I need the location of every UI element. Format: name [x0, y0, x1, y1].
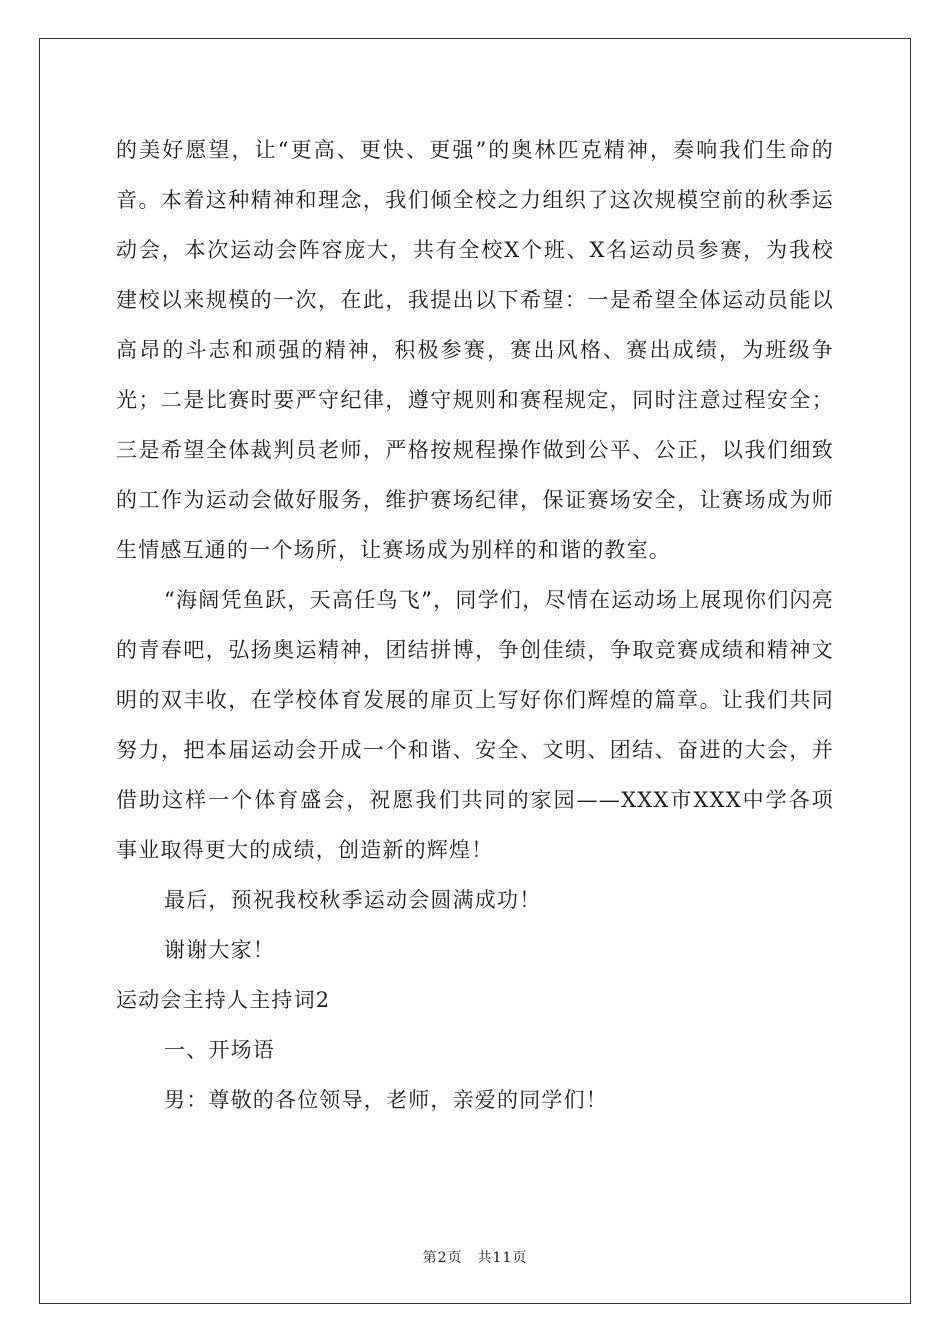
paragraph-thanks: 谢谢大家！ — [164, 938, 275, 962]
document-body — [116, 125, 834, 1125]
subsection-heading: 一、开场语 — [164, 1038, 275, 1062]
page-number-footer: 第2页 共11页 — [422, 1250, 528, 1266]
paragraph-wishes: 最后，预祝我校秋季运动会圆满成功！ — [164, 888, 542, 912]
paragraph-closing-appeal: “海阔凭鱼跃，天高任鸟飞”，同学们，尽情在运动场上展现你们闪亮的青春吧，弘扬奥运精神，团结拼博，争创佳绩，争取竞赛成绩和精神文明的双丰收，在学校体育发展的扉页上写好你们辉煌的篇章。让我们共同努力，把本届运动会开成一个和谐、安全、文明、团结、奋进的大会，并借助这样一个体育盛会，祝愿我们共同的家园——XXX市XXX中学各项事业取得更大的成绩，创造新的辉煌！ — [116, 588, 834, 862]
paragraph-continued: 的美好愿望，让“更高、更快、更强”的奥林匹克精神，奏响我们生命的音。本着这种精神和理念，我们倾全校之力组织了这次规模空前的秋季运动会，本次运动会阵容庞大，共有全校X个班、X名运动员参赛，为我校建校以来规模的一次，在此，我提出以下希望：一是希望全体运动员能以高昂的斗志和顽强的精神，积极参赛，赛出风格、赛出成绩，为班级争光；二是比赛时要严守纪律，遵守规则和赛程规定，同时注意过程安全；三是希望全体裁判员老师，严格按规程操作做到公平、公正，以我们细致的工作为运动会做好服务，维护赛场纪律，保证赛场安全，让赛场成为师生情感互通的一个场所，让赛场成为别样的和谐的教室。 — [116, 138, 834, 562]
section-heading: 运动会主持人主持词2 — [116, 988, 331, 1012]
paragraph-greeting: 男：尊敬的各位领导，老师，亲爱的同学们！ — [164, 1088, 608, 1112]
